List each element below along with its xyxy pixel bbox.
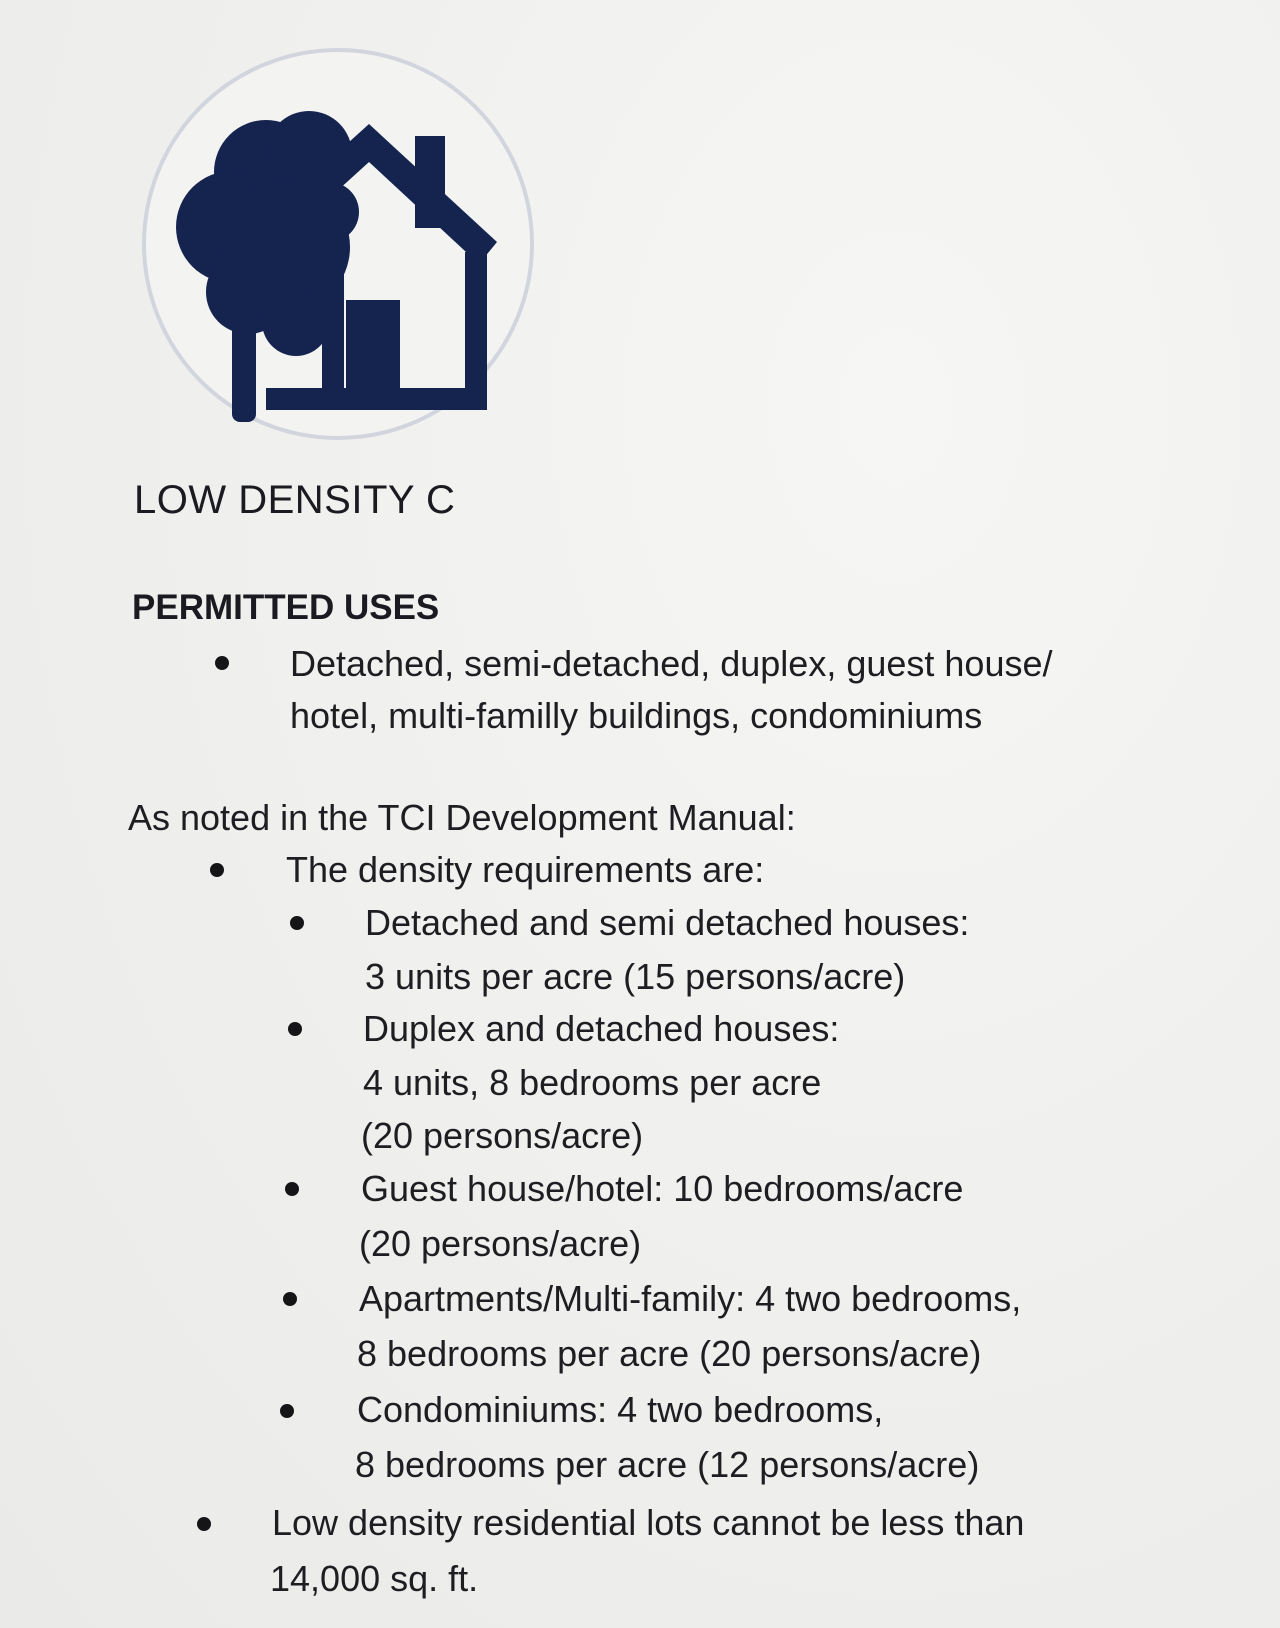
lot-size-line: 14,000 sq. ft.: [270, 1558, 479, 1599]
density-item-line: (20 persons/acre): [359, 1223, 642, 1264]
lot-size-line: Low density residential lots cannot be less than: [272, 1502, 1025, 1543]
density-item-line: Apartments/Multi-family: 4 two bedrooms,: [359, 1278, 1022, 1319]
tree-and-house-icon: [136, 42, 540, 446]
bullet-icon: [210, 863, 224, 877]
bullet-icon: [197, 1517, 211, 1531]
density-item-line: Detached and semi detached houses:: [365, 902, 970, 943]
density-item-line: 4 units, 8 bedrooms per acre: [363, 1062, 822, 1103]
density-item-line: Guest house/hotel: 10 bedrooms/acre: [361, 1168, 964, 1209]
density-item-line: Duplex and detached houses:: [363, 1008, 840, 1049]
bullet-icon: [285, 1182, 299, 1196]
permitted-use-line: Detached, semi-detached, duplex, guest house/: [290, 643, 1053, 684]
bullet-icon: [280, 1404, 294, 1418]
permitted-uses-heading: PERMITTED USES: [132, 588, 440, 627]
manual-intro: As noted in the TCI Development Manual:: [128, 797, 796, 838]
density-item-line: 8 bedrooms per acre (12 persons/acre): [355, 1444, 980, 1485]
bullet-icon: [290, 916, 304, 930]
density-intro: The density requirements are:: [286, 849, 765, 890]
bullet-icon: [283, 1292, 297, 1306]
bullet-icon: [215, 656, 229, 670]
density-item-line: 3 units per acre (15 persons/acre): [365, 956, 906, 997]
bullet-icon: [288, 1022, 302, 1036]
density-item-line: (20 persons/acre): [361, 1115, 644, 1156]
zone-title: LOW DENSITY C: [134, 478, 456, 522]
permitted-use-line: hotel, multi-familly buildings, condominiums: [290, 695, 983, 736]
density-item-line: 8 bedrooms per acre (20 persons/acre): [357, 1333, 982, 1374]
density-item-line: Condominiums: 4 two bedrooms,: [357, 1389, 884, 1430]
